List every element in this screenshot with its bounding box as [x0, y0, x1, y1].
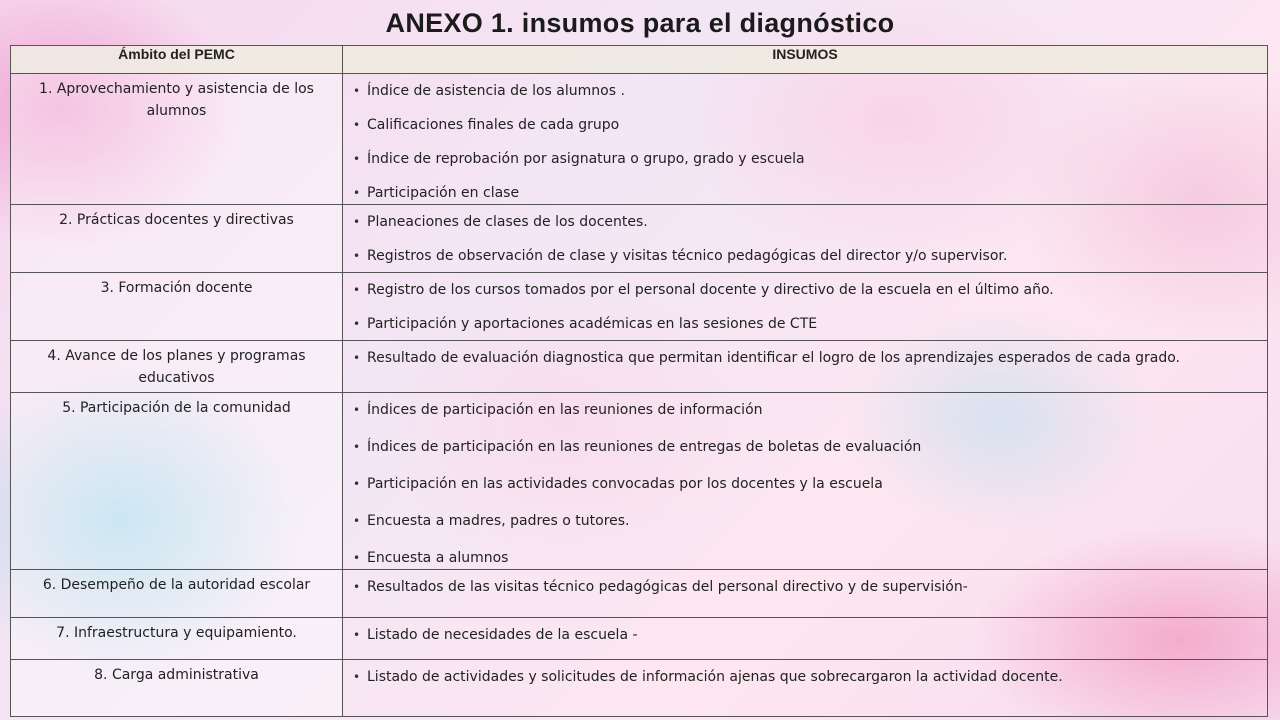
list-item: • Índice de asistencia de los alumnos . [351, 80, 1253, 102]
table-row [11, 570, 1268, 618]
header-insumos: INSUMOS [343, 46, 1268, 74]
list-item: • Planeaciones de clases de los docentes. [351, 211, 1253, 233]
table-header-row [11, 46, 1268, 74]
ambito-cell: 3. Formación docente [11, 273, 343, 341]
list-item: • Resultado de evaluación diagnostica que permitan identificar el logro de los aprendizajes esperados de cada grado. [351, 347, 1253, 369]
insumos-cell [343, 273, 1268, 341]
table-row [11, 74, 1268, 205]
list-item: • Calificaciones finales de cada grupo [351, 114, 1253, 136]
table-row [11, 273, 1268, 341]
insumos-list [351, 347, 1253, 369]
list-item: • Resultados de las visitas técnico pedagógicas del personal directivo y de supervisión- [351, 576, 1253, 598]
insumos-cell [343, 393, 1268, 570]
insumos-list [351, 211, 1253, 267]
insumos-table [10, 45, 1268, 717]
ambito-cell: 1. Aprovechamiento y asistencia de los alumnos [11, 74, 343, 205]
insumos-cell [343, 341, 1268, 393]
ambito-cell: 7. Infraestructura y equipamiento. [11, 618, 343, 660]
insumos-cell [343, 570, 1268, 618]
insumos-cell [343, 660, 1268, 717]
list-item: • Encuesta a madres, padres o tutores. [351, 510, 1253, 532]
list-item: • Índice de reprobación por asignatura o grupo, grado y escuela [351, 148, 1253, 170]
list-item: • Índices de participación en las reuniones de entregas de boletas de evaluación [351, 436, 1253, 458]
table-row [11, 205, 1268, 273]
insumos-list [351, 666, 1253, 688]
list-item: • Listado de actividades y solicitudes de información ajenas que sobrecargaron la actividad docente. [351, 666, 1253, 688]
page-title: ANEXO 1. insumos para el diagnóstico [385, 8, 895, 38]
list-item: • Participación en las actividades convocadas por los docentes y la escuela [351, 473, 1253, 495]
insumos-list [351, 80, 1253, 204]
ambito-cell: 6. Desempeño de la autoridad escolar [11, 570, 343, 618]
insumos-cell [343, 618, 1268, 660]
header-ambito: Ámbito del PEMC [11, 46, 343, 74]
list-item: • Encuesta a alumnos [351, 547, 1253, 569]
list-item: • Registro de los cursos tomados por el personal docente y directivo de la escuela en el último año. [351, 279, 1253, 301]
list-item: • Listado de necesidades de la escuela - [351, 624, 1253, 646]
table-row [11, 618, 1268, 660]
ambito-cell: 2. Prácticas docentes y directivas [11, 205, 343, 273]
insumos-cell [343, 205, 1268, 273]
insumos-cell [343, 74, 1268, 205]
list-item: • Participación en clase [351, 182, 1253, 204]
ambito-cell: 5. Participación de la comunidad [11, 393, 343, 570]
insumos-list [351, 399, 1253, 569]
table-row [11, 341, 1268, 393]
list-item: • Registros de observación de clase y visitas técnico pedagógicas del director y/o supervisor. [351, 245, 1253, 267]
ambito-cell: 8. Carga administrativa [11, 660, 343, 717]
list-item: • Índices de participación en las reuniones de información [351, 399, 1253, 421]
table-row [11, 660, 1268, 717]
insumos-list [351, 624, 1253, 646]
insumos-list [351, 576, 1253, 598]
insumos-list [351, 279, 1253, 335]
list-item: • Participación y aportaciones académicas en las sesiones de CTE [351, 313, 1253, 335]
table-row [11, 393, 1268, 570]
ambito-cell: 4. Avance de los planes y programas educativos [11, 341, 343, 393]
